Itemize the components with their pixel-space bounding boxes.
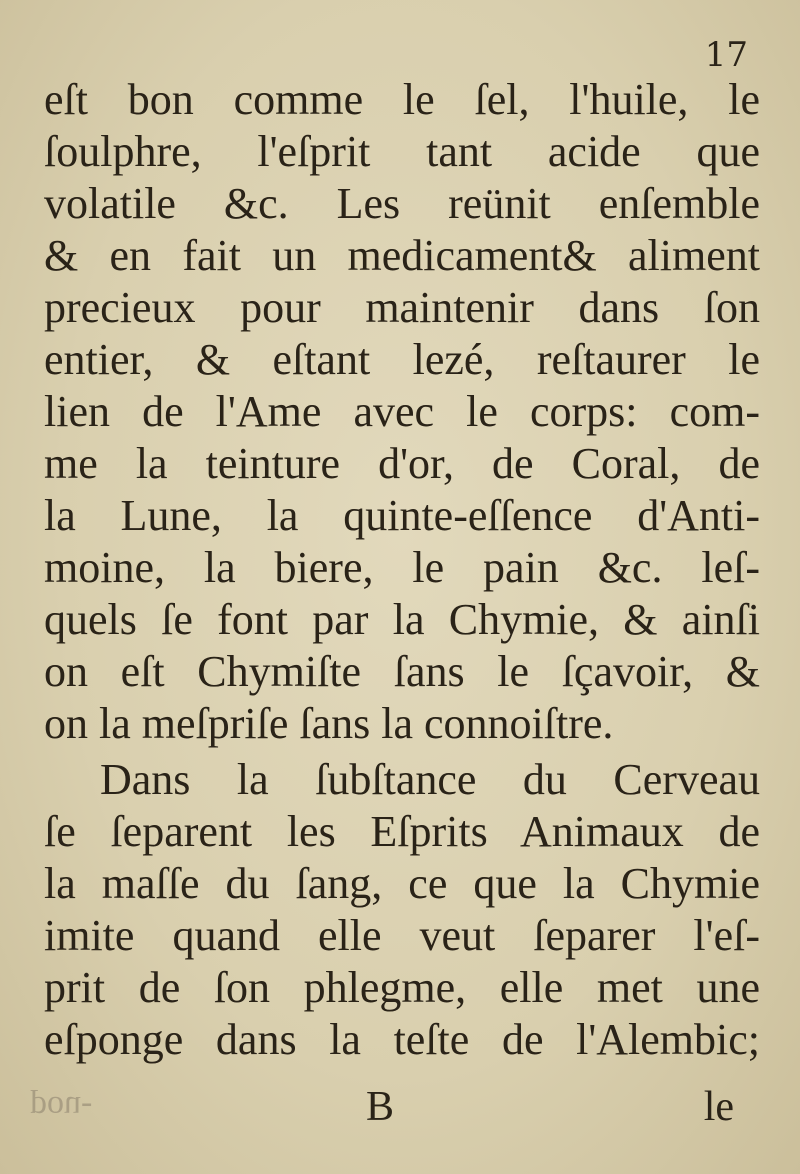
text-line-19: eſponge dans la teſte de l'Alembic;	[44, 1015, 760, 1064]
signature-mark: B	[366, 1084, 395, 1130]
text-line-4: & en fait un medicament& aliment	[44, 231, 760, 280]
text-line-2: ſoulphre, l'eſprit tant acide que	[44, 127, 760, 176]
text-line-3: volatile &c. Les reünit enſemble	[44, 179, 760, 228]
text-line-7: lien de l'Ame avec le corps: com-	[44, 387, 760, 436]
text-line-6: entier, & eſtant lezé, reſtaurer le	[44, 335, 760, 384]
text-line-13: on la meſpriſe ſans la connoiſtre.	[44, 699, 614, 748]
page-number: 17	[704, 35, 748, 75]
text-line-10: moine, la biere, le pain &c. leſ-	[44, 543, 760, 592]
text-line-15: ſe ſeparent les Eſprits Animaux de	[44, 807, 760, 856]
text-line-14: Dans la ſubſtance du Cerveau	[100, 755, 760, 804]
text-line-17: imite quand elle veut ſeparer l'eſ-	[44, 911, 760, 960]
text-line-1: eſt bon comme le ſel, l'huile, le	[44, 75, 760, 124]
bleed-through-text: pou-	[30, 1089, 93, 1126]
text-line-8: me la teinture d'or, de Coral, de	[44, 439, 760, 488]
text-line-16: la maſſe du ſang, ce que la Chymie	[44, 859, 760, 908]
text-line-18: prit de ſon phlegme, elle met une	[44, 963, 760, 1012]
text-line-12: on eſt Chymiſte ſans le ſçavoir, &	[44, 647, 760, 696]
text-line-11: quels ſe font par la Chymie, & ainſi	[44, 595, 760, 644]
catchword: le	[703, 1084, 734, 1130]
text-line-9: la Lune, la quinte-eſſence d'Anti-	[44, 491, 760, 540]
page-footer	[0, 1082, 800, 1132]
text-line-5: precieux pour maintenir dans ſon	[44, 283, 760, 332]
